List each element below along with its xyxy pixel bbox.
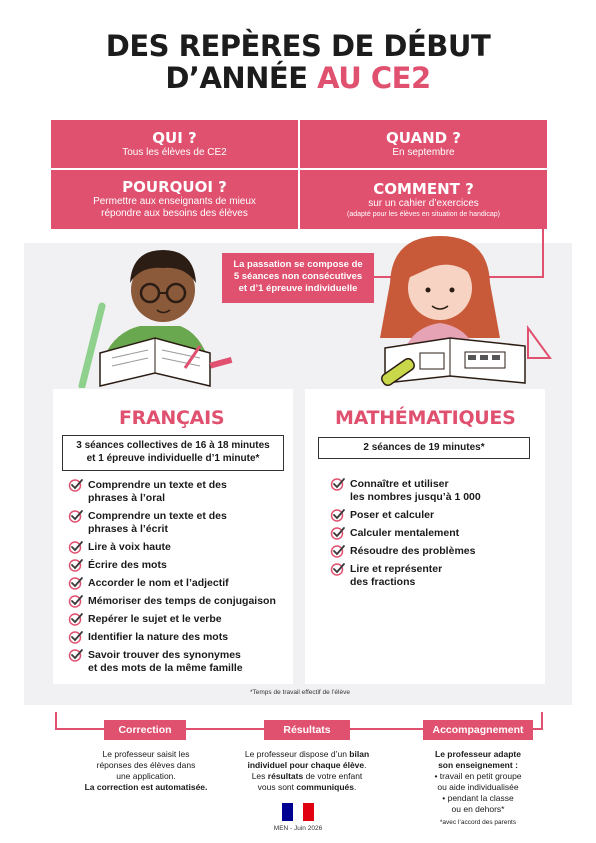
list-item: Lire à voix haute bbox=[68, 541, 290, 554]
info-pourquoi-text-2: répondre aux besoins des élèves bbox=[101, 208, 248, 220]
list-item: Résoudre des problèmes bbox=[330, 545, 540, 558]
step-accompagnement-label: Accompagnement bbox=[423, 720, 533, 740]
checkmark-icon bbox=[68, 576, 84, 590]
passation-line-2: 5 séances non consécutives bbox=[233, 271, 363, 282]
republique-francaise-logo bbox=[282, 803, 314, 821]
girl-illustration bbox=[360, 228, 560, 388]
checkmark-icon bbox=[68, 558, 84, 572]
francais-sessions bbox=[62, 435, 284, 471]
passation-line-3: et d’1 épreuve individuelle bbox=[238, 283, 358, 294]
boy-illustration bbox=[60, 238, 240, 388]
checkmark-icon bbox=[68, 594, 84, 608]
info-quand bbox=[300, 120, 547, 168]
step-accompagnement-text: Le professeur adapte son enseignement : • travail en petit groupe ou aide individualisée • pendant la classe ou en dehors* *avec l’accord des parents bbox=[434, 749, 522, 826]
list-item: Poser et calculer bbox=[330, 509, 540, 522]
checkmark-icon bbox=[330, 562, 346, 576]
checkmark-icon bbox=[330, 508, 346, 522]
info-qui-text: Tous les élèves de CE2 bbox=[122, 146, 227, 158]
maths-title: MATHÉMATIQUES bbox=[335, 407, 516, 429]
info-qui bbox=[51, 120, 298, 168]
passation-box bbox=[222, 253, 374, 303]
checkmark-icon bbox=[68, 540, 84, 554]
list-item: Mémoriser des temps de conjugaison bbox=[68, 595, 290, 608]
list-item: Lire et représenter des fractions bbox=[330, 563, 540, 589]
step-correction-text: Le professeur saisit les réponses des élèves dans une application. La correction est automatisée. bbox=[84, 749, 208, 792]
francais-sessions-line-1: 3 séances collectives de 16 à 18 minutes bbox=[76, 440, 270, 451]
checkmark-icon bbox=[68, 648, 84, 662]
checkmark-icon bbox=[330, 544, 346, 558]
maths-sessions-line-1: 2 séances de 19 minutes* bbox=[363, 442, 485, 453]
passation-line-1: La passation se compose de bbox=[233, 259, 363, 270]
checkmark-icon bbox=[68, 509, 84, 523]
step-resultats-text: Le professeur dispose d’un bilan individuel pour chaque élève. Les résultats de votre enfant vous sont communiqués. bbox=[244, 749, 370, 792]
step-correction-label: Correction bbox=[104, 720, 186, 740]
info-pourquoi-text-1: Permettre aux enseignants de mieux bbox=[93, 196, 256, 208]
list-item: Savoir trouver des synonymes et des mots de la même famille bbox=[68, 649, 290, 675]
checkmark-icon bbox=[330, 477, 346, 491]
info-quand-heading: QUAND ? bbox=[385, 128, 461, 147]
checkmark-icon bbox=[68, 612, 84, 626]
list-item: Connaître et utiliser les nombres jusqu’à 1 000 bbox=[330, 478, 540, 504]
title-line-1: DES REPÈRES DE DÉBUT bbox=[105, 29, 491, 63]
francais-skills bbox=[68, 479, 290, 680]
title-line-2-main: D’ANNÉE bbox=[165, 61, 318, 95]
francais-sessions-line-2: et 1 épreuve individuelle d’1 minute* bbox=[86, 453, 260, 464]
info-qui-heading: QUI ? bbox=[152, 128, 197, 147]
list-item: Accorder le nom et l’adjectif bbox=[68, 577, 290, 590]
maths-sessions bbox=[318, 437, 530, 459]
info-comment-heading: COMMENT ? bbox=[373, 179, 474, 198]
page-title bbox=[0, 30, 596, 94]
footnote: *Temps de travail effectif de l’élève bbox=[250, 689, 350, 696]
checkmark-icon bbox=[330, 526, 346, 540]
list-item: Comprendre un texte et des phrases à l’oral bbox=[68, 479, 290, 505]
info-grid bbox=[51, 120, 547, 229]
info-pourquoi bbox=[51, 170, 298, 229]
info-quand-text: En septembre bbox=[392, 146, 455, 158]
info-comment-text: sur un cahier d’exercices bbox=[368, 197, 479, 209]
signature: MEN - Juin 2026 bbox=[273, 825, 323, 832]
francais-title: FRANÇAIS bbox=[119, 407, 225, 429]
checkmark-icon bbox=[68, 630, 84, 644]
list-item: Calculer mentalement bbox=[330, 527, 540, 540]
maths-skills bbox=[330, 478, 540, 594]
checkmark-icon bbox=[68, 478, 84, 492]
title-line-2 bbox=[0, 62, 596, 94]
list-item: Comprendre un texte et des phrases à l’écrit bbox=[68, 510, 290, 536]
title-accent: AU CE2 bbox=[317, 61, 431, 95]
list-item: Repérer le sujet et le verbe bbox=[68, 613, 290, 626]
list-item: Écrire des mots bbox=[68, 559, 290, 572]
list-item: Identifier la nature des mots bbox=[68, 631, 290, 644]
info-comment-note: (adapté pour les élèves en situation de handicap) bbox=[347, 210, 500, 218]
info-comment bbox=[300, 170, 547, 229]
step-resultats-label: Résultats bbox=[264, 720, 350, 740]
info-pourquoi-heading: POURQUOI ? bbox=[122, 178, 227, 197]
